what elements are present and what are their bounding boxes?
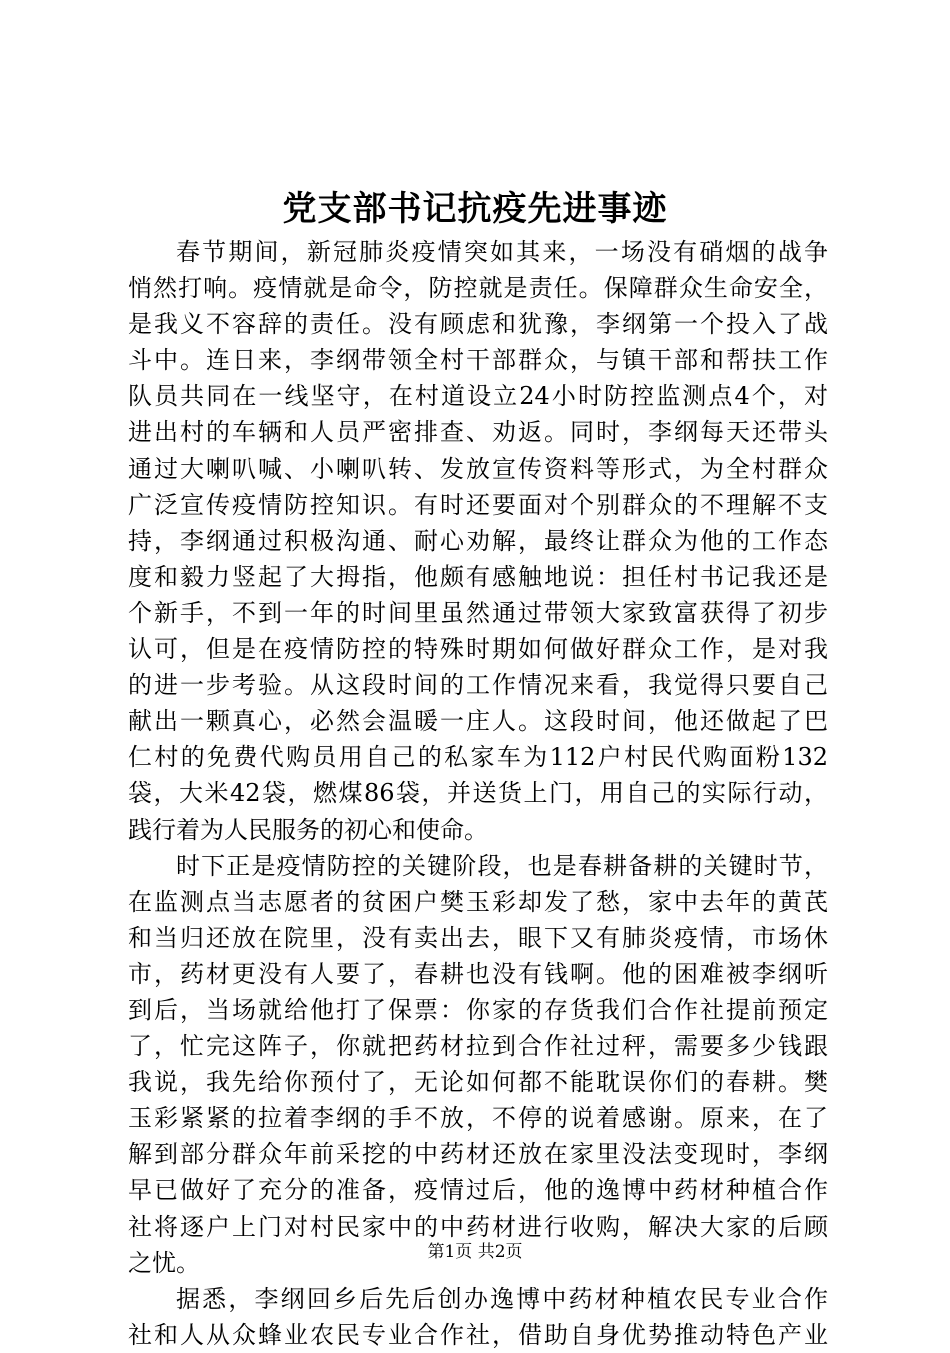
text-line: 在监测点当志愿者的贫困户樊玉彩却发了愁，家中去年的黄芪 — [128, 887, 828, 916]
text-line: 广泛宣传疫情防控知识。有时还要面对个别群众的不理解不支 — [128, 490, 828, 519]
text-line: 早已做好了充分的准备，疫情过后，他的逸博中药材种植合作 — [128, 1176, 828, 1205]
text-line: 春节期间，新冠肺炎疫情突如其来，一场没有硝烟的战争 — [176, 238, 828, 266]
text-line: 据悉，李纲回乡后先后创办逸博中药材种植农民专业合作 — [176, 1284, 828, 1313]
text-line: 持，李纲通过积极沟通、耐心劝解，最终让群众为他的工作态 — [128, 526, 828, 555]
text-line: 悄然打响。疫情就是命令，防控就是责任。保障群众生命安全， — [128, 274, 828, 303]
text-line: 到后，当场就给他打了保票：你家的存货我们合作社提前预定 — [128, 995, 828, 1024]
text-line: 个新手，不到一年的时间里虽然通过带领大家致富获得了初步 — [128, 598, 828, 627]
text-line: 斗中。连日来，李纲带领全村干部群众，与镇干部和帮扶工作 — [128, 346, 828, 375]
text-line: 践行着为人民服务的初心和使命。 — [128, 815, 488, 844]
text-line: 袋，大米42袋，燃煤86袋，并送货上门，用自己的实际行动， — [128, 779, 828, 808]
document-body — [128, 234, 828, 1353]
text-line: 之忧。 — [128, 1248, 200, 1277]
text-line: 时下正是疫情防控的关键阶段，也是春耕备耕的关键时节， — [176, 851, 828, 880]
text-line: 玉彩紧紧的拉着李纲的手不放，不停的说着感谢。原来，在了 — [128, 1104, 828, 1133]
text-line: 进出村的车辆和人员严密排查、劝返。同时，李纲每天还带头 — [128, 418, 828, 447]
text-line: 我说，我先给你预付了，无论如何都不能耽误你们的春耕。樊 — [128, 1068, 828, 1097]
text-line: 了，忙完这阵子，你就把药材拉到合作社过秤，需要多少钱跟 — [128, 1032, 828, 1061]
page-footer: 第1页 共2页 — [427, 1242, 523, 1262]
text-line: 队员共同在一线坚守，在村道设立24小时防控监测点4个，对 — [128, 382, 828, 411]
text-line: 和当归还放在院里，没有卖出去，眼下又有肺炎疫情，市场休 — [128, 923, 828, 952]
text-line: 解到部分群众年前采挖的中药材还放在家里没法变现时，李纲 — [128, 1140, 828, 1169]
text-line: 的进一步考验。从这段时间的工作情况来看，我觉得只要自己 — [128, 671, 828, 700]
text-line: 是我义不容辞的责任。没有顾虑和犹豫，李纲第一个投入了战 — [128, 310, 828, 339]
document-title: 党支部书记抗疫先进事迹 — [282, 189, 668, 229]
text-line: 献出一颗真心，必然会温暖一庄人。这段时间，他还做起了巴 — [128, 707, 828, 736]
text-line: 社和人从众蜂业农民专业合作社，借助自身优势推动特色产业 — [128, 1320, 828, 1349]
text-line: 通过大喇叭喊、小喇叭转、发放宣传资料等形式，为全村群众 — [128, 454, 828, 483]
text-line: 认可，但是在疫情防控的特殊时期如何做好群众工作，是对我 — [128, 635, 828, 664]
text-line: 度和毅力竖起了大拇指，他颇有感触地说：担任村书记我还是 — [128, 562, 828, 591]
text-line: 市，药材更没有人要了，春耕也没有钱啊。他的困难被李纲听 — [128, 959, 828, 988]
text-line: 仁村的免费代购员用自己的私家车为112户村民代购面粉132 — [128, 743, 828, 772]
text-line: 社将逐户上门对村民家中的中药材进行收购，解决大家的后顾 — [128, 1212, 828, 1241]
